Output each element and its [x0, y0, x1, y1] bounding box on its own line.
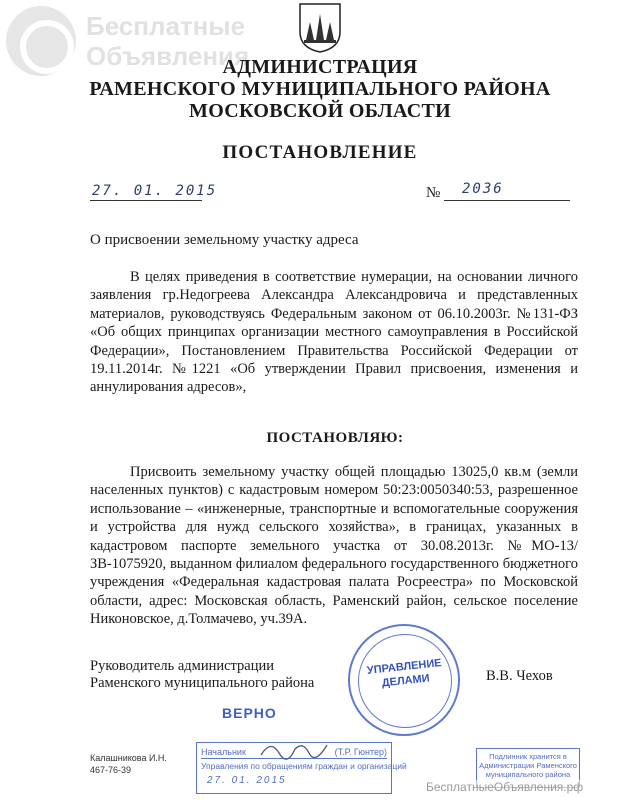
subject-line: О присвоении земельному участку адреса: [90, 232, 359, 248]
preamble-text: В целях приведения в соответствие нумерации, на основании личного заявления гр.Недогреева Александра Александровича и представленных материалов, руководствуясь Федеральным законом от 06.10.2003г. №131-ФЗ «Об общих принципах организации местного самоуправления в Российской Федерации», Постановлением Правительства Российской Федерации от 19.11.2014г. №1221 «Об утверждении Правил присвоения, изменения и аннулирования адресов»,: [90, 269, 578, 396]
signer-role-line2: Раменского муниципального района: [90, 675, 315, 691]
decree-text: Присвоить земельному участку общей площадью 13025,0 кв.м (земли населенных пунктов) с кадастровым номером 50:23:0050340:53, разрешенное использование – «инженерные, транспортные и вспомогательные сооружения и устройства для нужд сельского хозяйства», в границах, указанных в кадастровом паспорте земельного участка от 30.08.2013г. №МО-13/ЗВ-1075920, выданном филиалом федерального государственного бюджетного учреждения «Федеральная кадастровая палата Росреестра» по Московской области, адрес: Московская область, Раменский район, сельское поселение Никоновское, д.Толмачево, уч.39А.: [90, 464, 578, 628]
signer-role: [90, 658, 314, 692]
original-storage-stamp: Подлинник хранится в Администрации Раменского муниципального района: [476, 748, 580, 788]
header-line1: АДМИНИСТРАЦИЯ: [222, 56, 418, 78]
document-title: ПОСТАНОВЛЕНИЕ: [222, 142, 418, 163]
watermark-bottom: БесплатныеОбъявления.рф: [426, 780, 584, 794]
signature-icon: [259, 735, 329, 763]
certification-stamp-role: Начальник: [201, 747, 246, 757]
header-line3: МОСКОВСКОЙ ОБЛАСТИ: [189, 100, 451, 122]
signer-name: В.В. Чехов: [486, 668, 553, 684]
date-handwritten: 27. 01. 2015: [92, 183, 218, 199]
header-line2: РАМЕНСКОГО МУНИЦИПАЛЬНОГО РАЙОНА: [89, 78, 551, 100]
certification-stamp-dept: Управления по обращениям граждан и организаций: [201, 761, 407, 771]
certification-stamp-name: (Т.Р. Гюнтер): [334, 747, 387, 757]
watermark-line2: Объявления: [86, 41, 250, 71]
preamble-paragraph: [90, 268, 578, 397]
certification-stamp-date: 27. 01. 2015: [207, 775, 287, 786]
verno-stamp: ВЕРНО: [222, 705, 277, 721]
certification-stamp: [196, 742, 407, 794]
executor-name: Калашникова И.Н.: [90, 753, 167, 763]
coat-of-arms-icon: [298, 2, 342, 54]
round-stamp-line1: УПРАВЛЕНИЕ: [366, 657, 443, 677]
executor-phone: 467-76-39: [90, 765, 132, 775]
number-underline: [444, 200, 570, 201]
round-stamp-line2: ДЕЛАМИ: [381, 672, 431, 690]
watermark-line1: Бесплатные: [86, 11, 246, 41]
decree-paragraph: [90, 463, 578, 629]
number-label: №: [426, 185, 441, 201]
number-handwritten: 2036: [462, 181, 504, 197]
date-underline: [90, 200, 202, 201]
executor-info: [90, 752, 167, 776]
decree-heading: ПОСТАНОВЛЯЮ:: [266, 430, 404, 446]
signer-role-line1: Руководитель администрации: [90, 658, 275, 674]
